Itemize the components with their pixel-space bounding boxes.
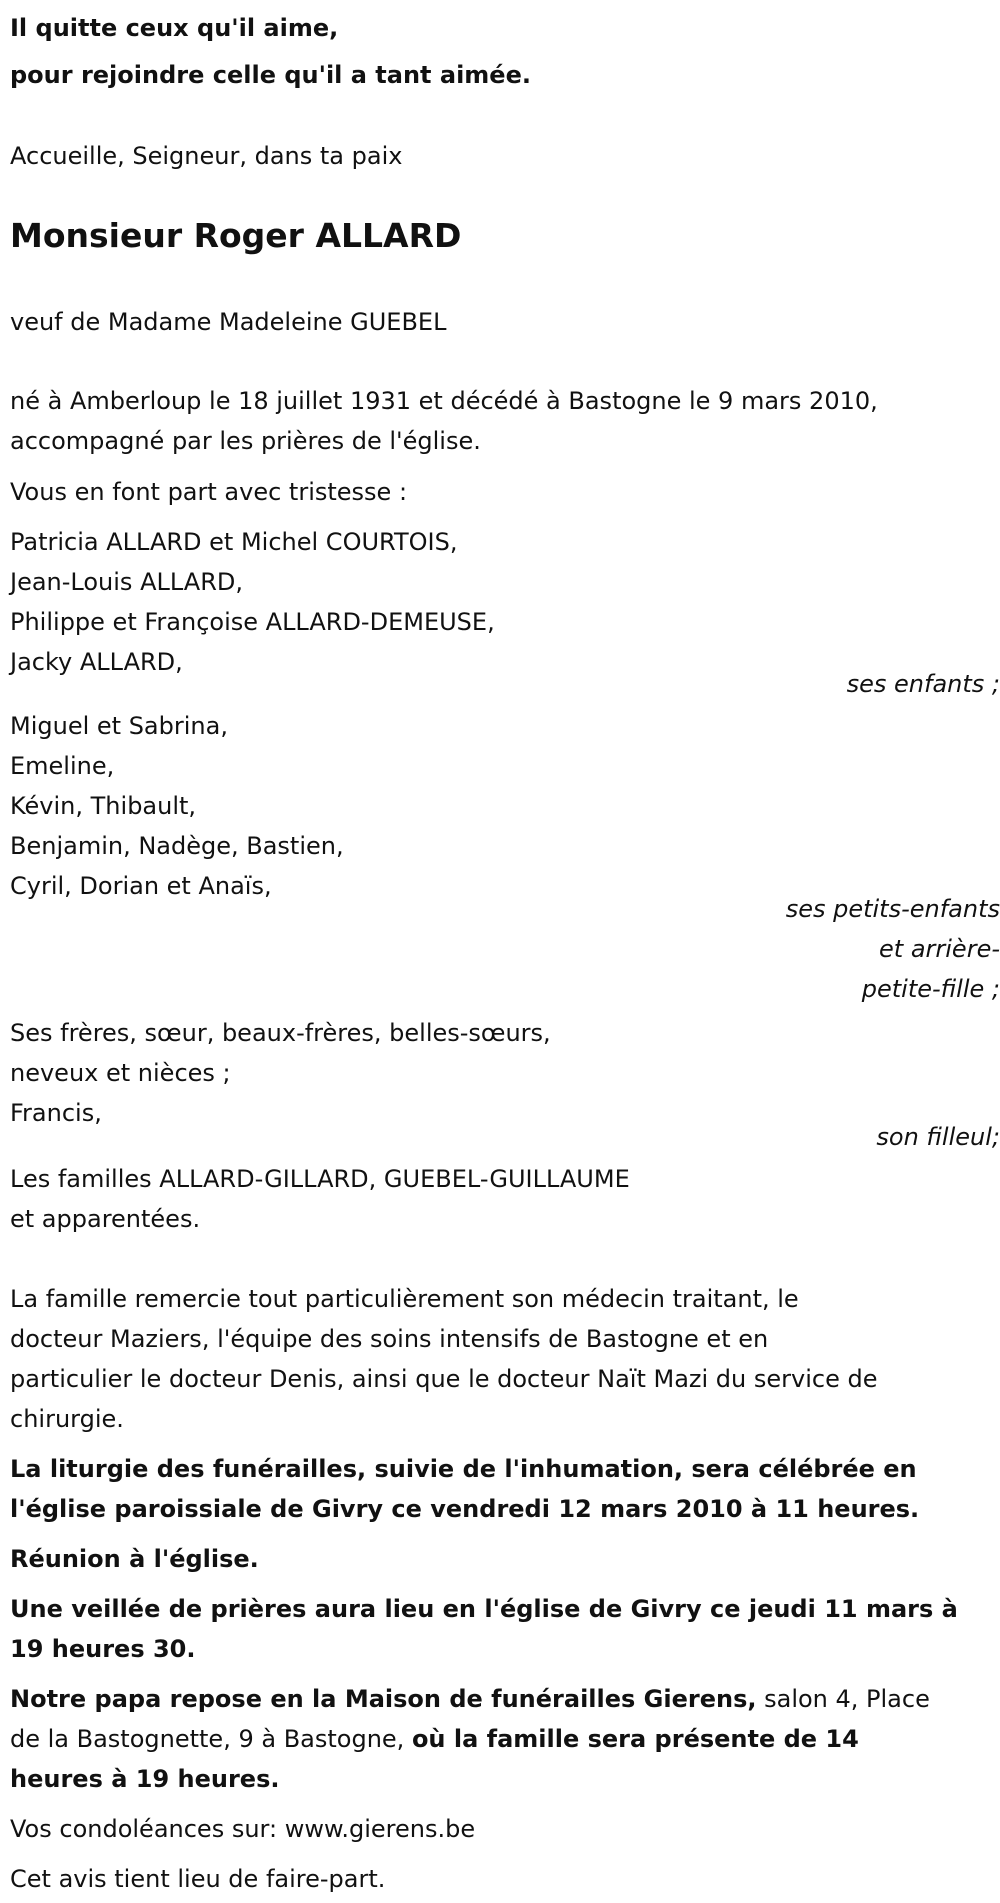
grandchild-line: Benjamin, Nadège, Bastien, [10,832,344,860]
thanks-line: La famille remercie tout particulièrement son médecin traitant, le [10,1285,799,1313]
thanks-line: particulier le docteur Denis, ainsi que le docteur Naït Mazi du service de [10,1365,878,1393]
closing-text: Cet avis tient lieu de faire-part. [10,1865,386,1893]
child-line: Jacky ALLARD, [10,648,183,676]
siblings-line: neveux et nièces ; [10,1059,231,1087]
birth-death-line-2: accompagné par les prières de l'église. [10,427,481,455]
announce-intro: Vous en font part avec tristesse : [10,478,408,506]
meeting-text: Réunion à l'église. [10,1545,259,1573]
condolences-text: Vos condoléances sur: www.gierens.be [10,1815,476,1843]
vigil-line: Une veillée de prières aura lieu en l'église de Givry ce jeudi 11 mars à [10,1595,958,1623]
liturgy-line: La liturgie des funérailles, suivie de l'inhumation, sera célébrée en [10,1455,917,1483]
grandchildren-label-line: et arrière- [879,935,1000,963]
liturgy-line: l'église paroissiale de Givry ce vendredi 12 mars 2010 à 11 heures. [10,1495,920,1523]
rest-line-1 [10,1679,930,1719]
deceased-name: Monsieur Roger ALLARD [10,216,462,255]
rest-normal: salon 4, Place [756,1685,930,1713]
epigraph-line-1: Il quitte ceux qu'il aime, [10,14,339,42]
child-line: Patricia ALLARD et Michel COURTOIS, [10,528,458,556]
grandchild-line: Kévin, Thibault, [10,792,197,820]
siblings-line: Ses frères, sœur, beaux-frères, belles-sœurs, [10,1019,551,1047]
thanks-line: docteur Maziers, l'équipe des soins intensifs de Bastogne et en [10,1325,769,1353]
godson-label: son filleul; [876,1123,1000,1151]
rest-bold: Notre papa repose en la Maison de funérailles Gierens, [10,1685,757,1713]
families-line: Les familles ALLARD-GILLARD, GUEBEL-GUILLAUME [10,1165,630,1193]
epigraph-line-2: pour rejoindre celle qu'il a tant aimée. [10,61,531,89]
grandchild-line: Emeline, [10,752,115,780]
grandchildren-label-line: ses petits-enfants [785,895,1000,923]
prayer-text: Accueille, Seigneur, dans ta paix [10,142,403,170]
thanks-line: chirurgie. [10,1405,124,1433]
siblings-line: Francis, [10,1099,102,1127]
widower-text: veuf de Madame Madeleine GUEBEL [10,308,447,336]
birth-death-line-1: né à Amberloup le 18 juillet 1931 et décédé à Bastogne le 9 mars 2010, [10,387,878,415]
rest-line-2 [10,1719,859,1759]
grandchildren-label-line: petite-fille ; [861,975,1000,1003]
child-line: Jean-Louis ALLARD, [10,568,243,596]
rest-line-3: heures à 19 heures. [10,1765,280,1793]
grandchild-line: Cyril, Dorian et Anaïs, [10,872,272,900]
rest-bold: où la famille sera présente de 14 [411,1725,859,1753]
families-line: et apparentées. [10,1205,201,1233]
rest-normal: de la Bastognette, 9 à Bastogne, [10,1725,412,1753]
children-label: ses enfants ; [846,670,1000,698]
vigil-line: 19 heures 30. [10,1635,196,1663]
child-line: Philippe et Françoise ALLARD-DEMEUSE, [10,608,495,636]
grandchild-line: Miguel et Sabrina, [10,712,228,740]
